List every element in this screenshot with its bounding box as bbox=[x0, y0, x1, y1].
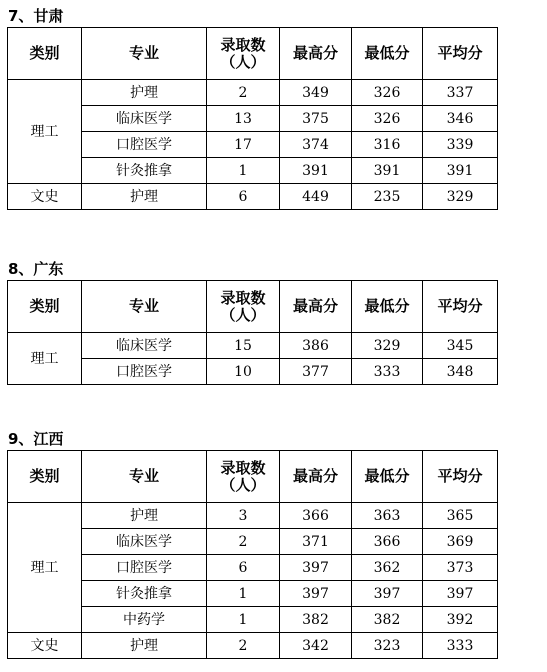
lowest-cell: 235 bbox=[352, 184, 423, 210]
average-cell: 337 bbox=[423, 80, 498, 106]
lowest-cell: 362 bbox=[352, 555, 423, 581]
admitted-cell: 6 bbox=[207, 555, 280, 581]
header-major: 专业 bbox=[82, 28, 207, 80]
admitted-cell: 1 bbox=[207, 607, 280, 633]
table-row bbox=[8, 158, 498, 184]
average-cell: 329 bbox=[423, 184, 498, 210]
table-row bbox=[8, 607, 498, 633]
category-cell: 理工 bbox=[8, 80, 82, 184]
highest-cell: 386 bbox=[280, 333, 352, 359]
major-cell: 护理 bbox=[82, 633, 207, 659]
category-cell: 文史 bbox=[8, 184, 82, 210]
header-lowest: 最低分 bbox=[352, 281, 423, 333]
major-cell: 口腔医学 bbox=[82, 555, 207, 581]
average-cell: 373 bbox=[423, 555, 498, 581]
admitted-cell: 3 bbox=[207, 503, 280, 529]
header-admitted: 录取数（人） bbox=[207, 451, 280, 503]
average-cell: 397 bbox=[423, 581, 498, 607]
lowest-cell: 326 bbox=[352, 106, 423, 132]
lowest-cell: 329 bbox=[352, 333, 423, 359]
major-cell: 护理 bbox=[82, 503, 207, 529]
major-cell: 口腔医学 bbox=[82, 132, 207, 158]
admitted-cell: 17 bbox=[207, 132, 280, 158]
major-cell: 针灸推拿 bbox=[82, 581, 207, 607]
admitted-cell: 1 bbox=[207, 158, 280, 184]
highest-cell: 382 bbox=[280, 607, 352, 633]
table-header-row bbox=[8, 28, 498, 80]
table-row bbox=[8, 359, 498, 385]
admitted-cell: 2 bbox=[207, 529, 280, 555]
section-title: 8、广东 bbox=[8, 260, 64, 278]
average-cell: 348 bbox=[423, 359, 498, 385]
admitted-cell: 10 bbox=[207, 359, 280, 385]
highest-cell: 374 bbox=[280, 132, 352, 158]
average-cell: 333 bbox=[423, 633, 498, 659]
header-highest: 最高分 bbox=[280, 281, 352, 333]
table-row bbox=[8, 184, 498, 210]
table-row bbox=[8, 503, 498, 529]
header-lowest: 最低分 bbox=[352, 28, 423, 80]
table-row bbox=[8, 333, 498, 359]
average-cell: 392 bbox=[423, 607, 498, 633]
table-header-row bbox=[8, 281, 498, 333]
header-highest: 最高分 bbox=[280, 28, 352, 80]
category-cell: 文史 bbox=[8, 633, 82, 659]
score-table bbox=[7, 280, 498, 385]
admitted-cell: 2 bbox=[207, 633, 280, 659]
major-cell: 临床医学 bbox=[82, 106, 207, 132]
highest-cell: 449 bbox=[280, 184, 352, 210]
header-average: 平均分 bbox=[423, 281, 498, 333]
major-cell: 中药学 bbox=[82, 607, 207, 633]
highest-cell: 375 bbox=[280, 106, 352, 132]
header-average: 平均分 bbox=[423, 451, 498, 503]
category-cell: 理工 bbox=[8, 333, 82, 385]
admitted-cell: 15 bbox=[207, 333, 280, 359]
score-table bbox=[7, 450, 498, 659]
header-average: 平均分 bbox=[423, 28, 498, 80]
lowest-cell: 397 bbox=[352, 581, 423, 607]
major-cell: 临床医学 bbox=[82, 333, 207, 359]
lowest-cell: 316 bbox=[352, 132, 423, 158]
highest-cell: 377 bbox=[280, 359, 352, 385]
header-category: 类别 bbox=[8, 451, 82, 503]
admitted-cell: 2 bbox=[207, 80, 280, 106]
category-cell: 理工 bbox=[8, 503, 82, 633]
table-row bbox=[8, 132, 498, 158]
table-row bbox=[8, 529, 498, 555]
header-lowest: 最低分 bbox=[352, 451, 423, 503]
highest-cell: 397 bbox=[280, 555, 352, 581]
header-category: 类别 bbox=[8, 281, 82, 333]
average-cell: 339 bbox=[423, 132, 498, 158]
section-title: 9、江西 bbox=[8, 430, 64, 448]
major-cell: 口腔医学 bbox=[82, 359, 207, 385]
table-row bbox=[8, 555, 498, 581]
table-header-row bbox=[8, 451, 498, 503]
highest-cell: 397 bbox=[280, 581, 352, 607]
section-title: 7、甘肃 bbox=[8, 7, 64, 25]
lowest-cell: 382 bbox=[352, 607, 423, 633]
lowest-cell: 363 bbox=[352, 503, 423, 529]
table-row bbox=[8, 581, 498, 607]
header-major: 专业 bbox=[82, 281, 207, 333]
lowest-cell: 333 bbox=[352, 359, 423, 385]
average-cell: 346 bbox=[423, 106, 498, 132]
major-cell: 护理 bbox=[82, 80, 207, 106]
highest-cell: 371 bbox=[280, 529, 352, 555]
lowest-cell: 391 bbox=[352, 158, 423, 184]
admitted-cell: 6 bbox=[207, 184, 280, 210]
admitted-cell: 13 bbox=[207, 106, 280, 132]
major-cell: 护理 bbox=[82, 184, 207, 210]
average-cell: 391 bbox=[423, 158, 498, 184]
table-row bbox=[8, 633, 498, 659]
highest-cell: 366 bbox=[280, 503, 352, 529]
lowest-cell: 323 bbox=[352, 633, 423, 659]
header-category: 类别 bbox=[8, 28, 82, 80]
score-table bbox=[7, 27, 498, 210]
highest-cell: 391 bbox=[280, 158, 352, 184]
average-cell: 345 bbox=[423, 333, 498, 359]
header-admitted: 录取数（人） bbox=[207, 28, 280, 80]
lowest-cell: 366 bbox=[352, 529, 423, 555]
header-highest: 最高分 bbox=[280, 451, 352, 503]
average-cell: 365 bbox=[423, 503, 498, 529]
highest-cell: 342 bbox=[280, 633, 352, 659]
major-cell: 针灸推拿 bbox=[82, 158, 207, 184]
table-row bbox=[8, 80, 498, 106]
average-cell: 369 bbox=[423, 529, 498, 555]
major-cell: 临床医学 bbox=[82, 529, 207, 555]
header-admitted: 录取数（人） bbox=[207, 281, 280, 333]
admitted-cell: 1 bbox=[207, 581, 280, 607]
table-row bbox=[8, 106, 498, 132]
lowest-cell: 326 bbox=[352, 80, 423, 106]
highest-cell: 349 bbox=[280, 80, 352, 106]
header-major: 专业 bbox=[82, 451, 207, 503]
